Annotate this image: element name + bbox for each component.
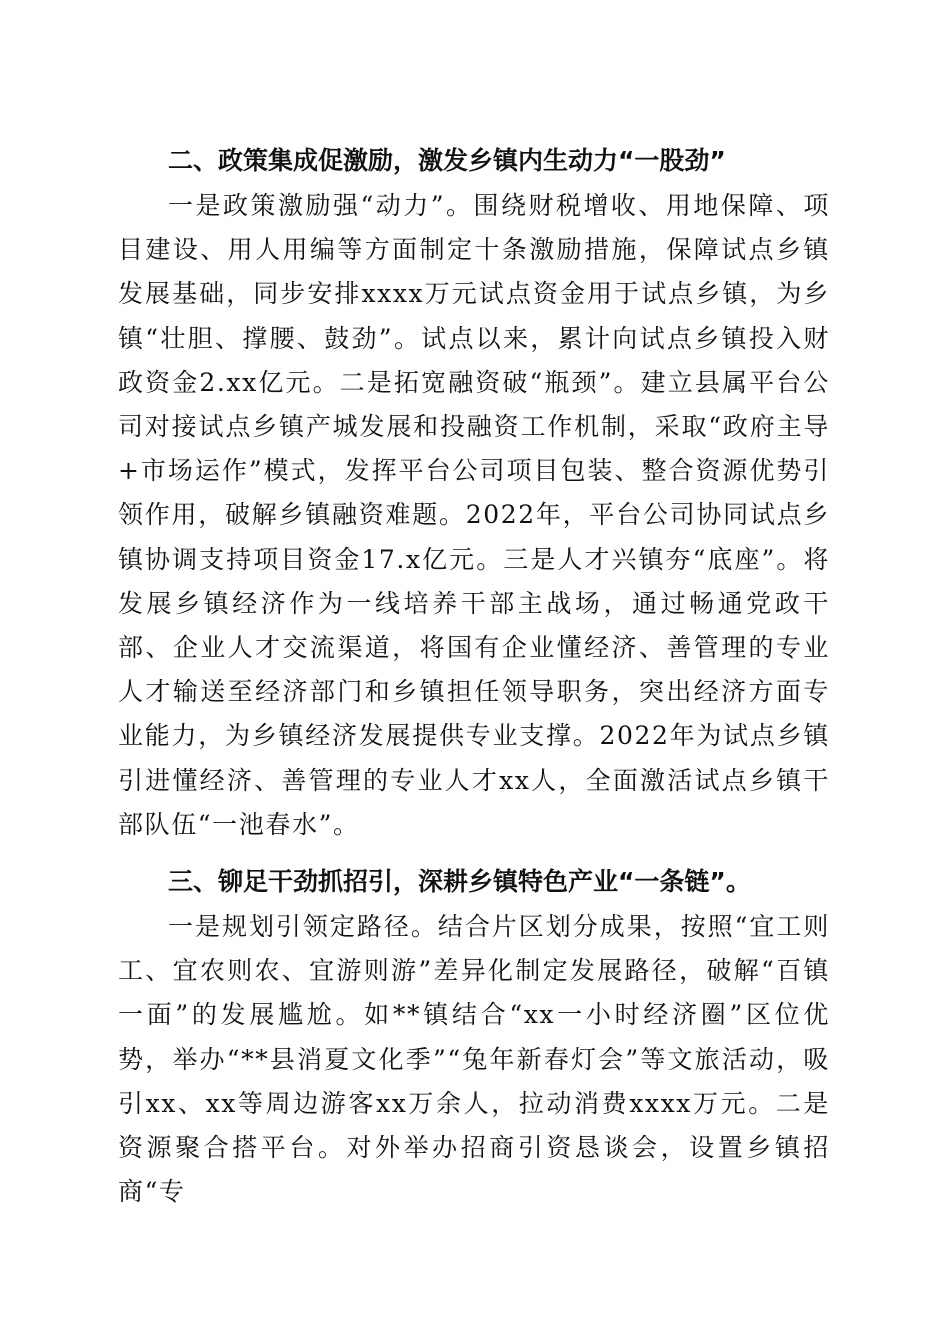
section-3-heading: 三、铆足干劲抓招引，深耕乡镇特色产业“一条链”。 <box>168 867 751 897</box>
section-2-paragraph: 一是政策激励强“动力”。围绕财税增收、用地保障、项目建设、用人用编等方面制定十条激励措施，保障试点乡镇发展基础，同步安排xxxx万元试点资金用于试点乡镇，为乡镇“壮胆、撑腰、鼓劲”。试点以来，累计向试点乡镇投入财政资金2.xx亿元。二是拓宽融资破“瓶颈”。建立县属平台公司对接试点乡镇产城发展和投融资工作机制，采取“政府主导+市场运作”模式，发挥平台公司项目包装、整合资源优势引领作用，破解乡镇融资难题。2022年，平台公司协同试点乡镇协调支持项目资金17.x亿元。三是人才兴镇夯“底座”。将发展乡镇经济作为一线培养干部主战场，通过畅通党政干部、企业人才交流渠道，将国有企业懂经济、善管理的专业人才输送至经济部门和乡镇担任领导职务，突出经济方面专业能力，为乡镇经济发展提供专业支撑。2022年为试点乡镇引进懂经济、善管理的专业人才xx人，全面激活试点乡镇干部队伍“一池春水”。 <box>118 191 830 839</box>
document-page <box>118 140 830 1228</box>
section-2-heading: 二、政策集成促激励，激发乡镇内生动力“一股劲” <box>168 146 726 175</box>
section-3-paragraph: 一是规划引领定路径。结合片区划分成果，按照“宜工则工、宜农则农、宜游则游”差异化制定发展路径，破解“百镇一面”的发展尴尬。如**镇结合“xx一小时经济圈”区位优势，举办“**县消夏文化季”“兔年新春灯会”等文旅活动，吸引xx、xx等周边游客xx万余人，拉动消费xxxx万元。二是资源聚合搭平台。对外举办招商引资恳谈会，设置乡镇招商“专 <box>118 912 830 1207</box>
